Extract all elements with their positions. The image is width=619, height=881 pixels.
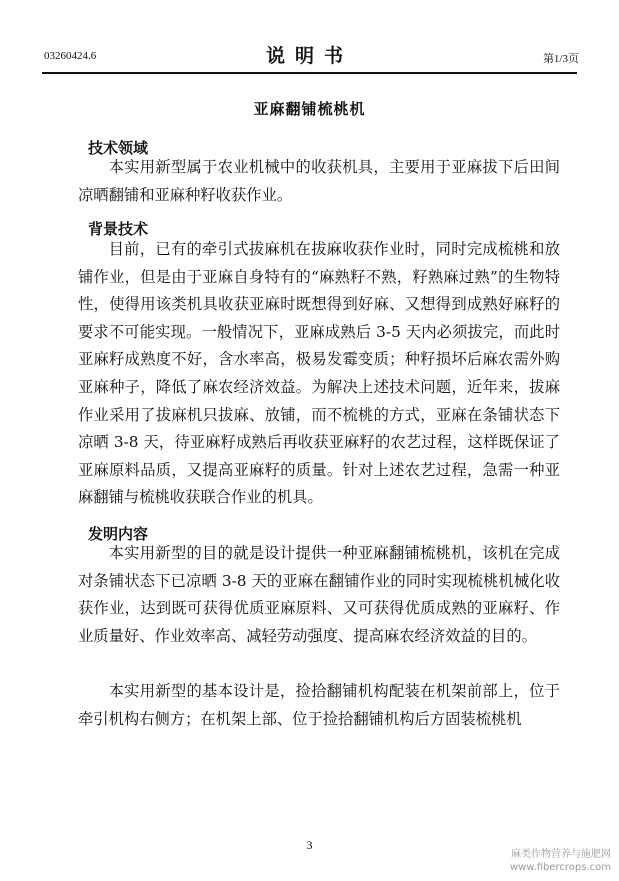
section-heading-background: 背景技术	[88, 220, 149, 238]
watermark-line-2: www.fibercrops.com	[509, 862, 611, 873]
paragraph-basic-design: 本实用新型的基本设计是，捡拾翻铺机构配装在机架前部上，位于牵引机构右侧方；在机架上部、位于捡拾翻铺机构后方固装梳桃机	[78, 682, 560, 728]
paragraph-invention-purpose: 本实用新型的目的就是设计提供一种亚麻翻铺梳桃机，该机在完成对条铺状态下已凉晒 3-8 天的亚麻在翻铺作业的同时实现梳桃机械化收获作业，达到既可获得优质亚麻原料、又可获得优质成熟的亚麻籽、作业质量好、作业效率高、减轻劳动强度、提高麻农经济效益的目的。	[78, 544, 560, 645]
watermark	[510, 848, 611, 874]
document-title: 亚麻翻铺梳桃机	[253, 100, 366, 118]
paragraph-technical-field: 本实用新型属于农业机械中的收获机具，主要用于亚麻拔下后田间凉晒翻铺和亚麻种籽收获作业。	[78, 158, 560, 204]
header-divider	[42, 72, 577, 74]
application-number: 03260424.6	[44, 50, 97, 62]
section-heading-technical-field: 技术领域	[88, 139, 149, 157]
watermark-line-1: 麻类作物营养与施肥网	[511, 849, 611, 860]
page-header-title: 说明书	[265, 45, 353, 67]
page-number: 3	[306, 838, 313, 852]
page-indicator: 第1/3页	[542, 53, 579, 65]
paragraph-background: 目前，已有的牵引式拔麻机在拔麻收获作业时，同时完成梳桃和放铺作业，但是由于亚麻自身特有的“麻熟籽不熟，籽熟麻过熟”的生物特性，使得用该类机具收获亚麻时既想得到好麻、又想得到成熟好麻籽的要求不可能实现。一般情况下，亚麻成熟后 3-5 天内必须拔完，而此时亚麻籽成熟度不好，含水率高，极易发霉变质；种籽损坏后麻农需外购亚麻种子，降低了麻农经济效益。为解决上述技术问题，近年来，拔麻作业采用了拔麻机只拔麻、放铺，而不梳桃的方式，亚麻在条铺状态下凉晒 3-8 天，待亚麻籽成熟后再收获亚麻籽的农艺过程，这样既保证了亚麻原料品质，又提高亚麻籽的质量。针对上述农艺过程，急需一种亚麻翻铺与梳桃收获联合作业的机具。	[78, 240, 560, 507]
section-heading-invention-content: 发明内容	[88, 525, 149, 543]
